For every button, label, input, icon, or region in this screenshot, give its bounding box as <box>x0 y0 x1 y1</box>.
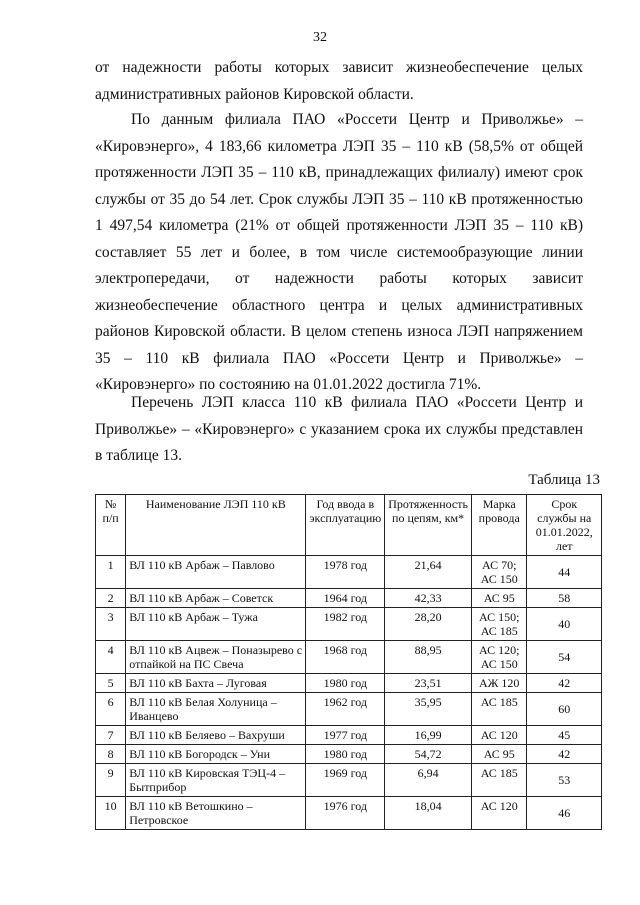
cell-length: 16,99 <box>385 726 472 745</box>
power-lines-table <box>95 494 602 830</box>
paragraph-3-text: Перечень ЛЭП класса 110 кВ филиала ПАО «Россети Центр и Приволжье» – «Кировэнерго» с указанием срока их службы представлен в таблице 13. <box>95 394 583 464</box>
cell-length: 35,95 <box>385 693 472 726</box>
paragraph-1-text: от надежности работы которых зависит жизнеобеспечение целых административных районов Кировской области. <box>95 59 583 103</box>
cell-name: ВЛ 110 кВ Ветошкино – Петровское <box>126 797 306 830</box>
paragraph-2-text: По данным филиала ПАО «Россети Центр и Приволжье» – «Кировэнерго», 4 183,66 километра ЛЭП 35 – 110 кВ (58,5% от общей протяженности ЛЭП 35 – 110 кВ, принадлежащих филиалу) имеют срок службы от 35 до 54 лет. Срок службы ЛЭП 35 – 110 кВ протяженностью 1 497,54 километра (21% от общей протяженности ЛЭП 35 – 110 кВ) составляет 55 лет и более, в том числе системообразующие линии электропередачи, от надежности работы которых зависит жизнеобеспечение областного центра и целых административных районов Кировской области. В целом степень износа ЛЭП напряжением 35 – 110 кВ филиала ПАО «Россети Центр и Приволжье» – «Кировэнерго» по состоянию на 01.01.2022 достигла 71%. <box>95 111 583 393</box>
cell-brand: АС 70; АС 150 <box>471 556 527 589</box>
cell-length: 23,51 <box>385 674 472 693</box>
table-row <box>96 556 602 589</box>
table-caption: Таблица 13 <box>528 472 600 488</box>
cell-length: 21,64 <box>385 556 472 589</box>
cell-num: 4 <box>96 641 126 674</box>
cell-age: 53 <box>527 764 602 797</box>
cell-length: 42,33 <box>385 589 472 608</box>
table-row <box>96 797 602 830</box>
cell-year: 1969 год <box>306 764 385 797</box>
cell-name: ВЛ 110 кВ Беляево – Вахруши <box>126 726 306 745</box>
table-row <box>96 745 602 764</box>
cell-length: 28,20 <box>385 608 472 641</box>
table-header-row <box>96 495 602 556</box>
cell-num: 5 <box>96 674 126 693</box>
cell-brand: АС 185 <box>471 764 527 797</box>
cell-year: 1982 год <box>306 608 385 641</box>
cell-year: 1962 год <box>306 693 385 726</box>
cell-name: ВЛ 110 кВ Арбаж – Советск <box>126 589 306 608</box>
paragraph-2 <box>95 107 583 399</box>
cell-length: 6,94 <box>385 764 472 797</box>
cell-year: 1980 год <box>306 674 385 693</box>
cell-num: 7 <box>96 726 126 745</box>
table-row <box>96 764 602 797</box>
cell-age: 58 <box>527 589 602 608</box>
cell-brand: АЖ 120 <box>471 674 527 693</box>
cell-age: 60 <box>527 693 602 726</box>
cell-age: 54 <box>527 641 602 674</box>
cell-brand: АС 95 <box>471 589 527 608</box>
cell-num: 10 <box>96 797 126 830</box>
table-row <box>96 641 602 674</box>
cell-year: 1976 год <box>306 797 385 830</box>
header-year: Год ввода в эксплуатацию <box>306 495 385 556</box>
cell-brand: АС 120 <box>471 726 527 745</box>
header-age: Срок службы на 01.01.2022, лет <box>527 495 602 556</box>
paragraph-3 <box>95 390 583 470</box>
cell-num: 8 <box>96 745 126 764</box>
cell-name: ВЛ 110 кВ Бахта – Луговая <box>126 674 306 693</box>
cell-brand: АС 185 <box>471 693 527 726</box>
cell-age: 44 <box>527 556 602 589</box>
cell-year: 1964 год <box>306 589 385 608</box>
cell-name: ВЛ 110 кВ Арбаж – Павлово <box>126 556 306 589</box>
table-row <box>96 589 602 608</box>
cell-age: 45 <box>527 726 602 745</box>
table-row <box>96 674 602 693</box>
cell-name: ВЛ 110 кВ Кировская ТЭЦ-4 – Бытприбор <box>126 764 306 797</box>
header-length: Протяженность по цепям, км* <box>385 495 472 556</box>
cell-length: 54,72 <box>385 745 472 764</box>
cell-length: 18,04 <box>385 797 472 830</box>
header-name: Наименование ЛЭП 110 кВ <box>126 495 306 556</box>
cell-age: 42 <box>527 674 602 693</box>
header-brand: Марка провода <box>471 495 527 556</box>
cell-brand: АС 95 <box>471 745 527 764</box>
cell-age: 46 <box>527 797 602 830</box>
table-row <box>96 726 602 745</box>
paragraph-1 <box>95 55 583 108</box>
cell-year: 1980 год <box>306 745 385 764</box>
cell-brand: АС 120; АС 150 <box>471 641 527 674</box>
table-row <box>96 608 602 641</box>
cell-brand: АС 120 <box>471 797 527 830</box>
cell-num: 9 <box>96 764 126 797</box>
cell-name: ВЛ 110 кВ Богородск – Уни <box>126 745 306 764</box>
cell-num: 6 <box>96 693 126 726</box>
cell-num: 1 <box>96 556 126 589</box>
cell-name: ВЛ 110 кВ Ацвеж – Поназырево с отпайкой на ПС Свеча <box>126 641 306 674</box>
cell-year: 1968 год <box>306 641 385 674</box>
cell-name: ВЛ 110 кВ Белая Холуница – Иванцево <box>126 693 306 726</box>
cell-year: 1978 год <box>306 556 385 589</box>
cell-num: 2 <box>96 589 126 608</box>
table-row <box>96 693 602 726</box>
cell-brand: АС 150; АС 185 <box>471 608 527 641</box>
cell-age: 42 <box>527 745 602 764</box>
cell-name: ВЛ 110 кВ Арбаж – Тужа <box>126 608 306 641</box>
header-num: № п/п <box>96 495 126 556</box>
cell-num: 3 <box>96 608 126 641</box>
page-number: 32 <box>313 30 327 45</box>
table-body <box>96 556 602 830</box>
cell-length: 88,95 <box>385 641 472 674</box>
cell-year: 1977 год <box>306 726 385 745</box>
cell-age: 40 <box>527 608 602 641</box>
